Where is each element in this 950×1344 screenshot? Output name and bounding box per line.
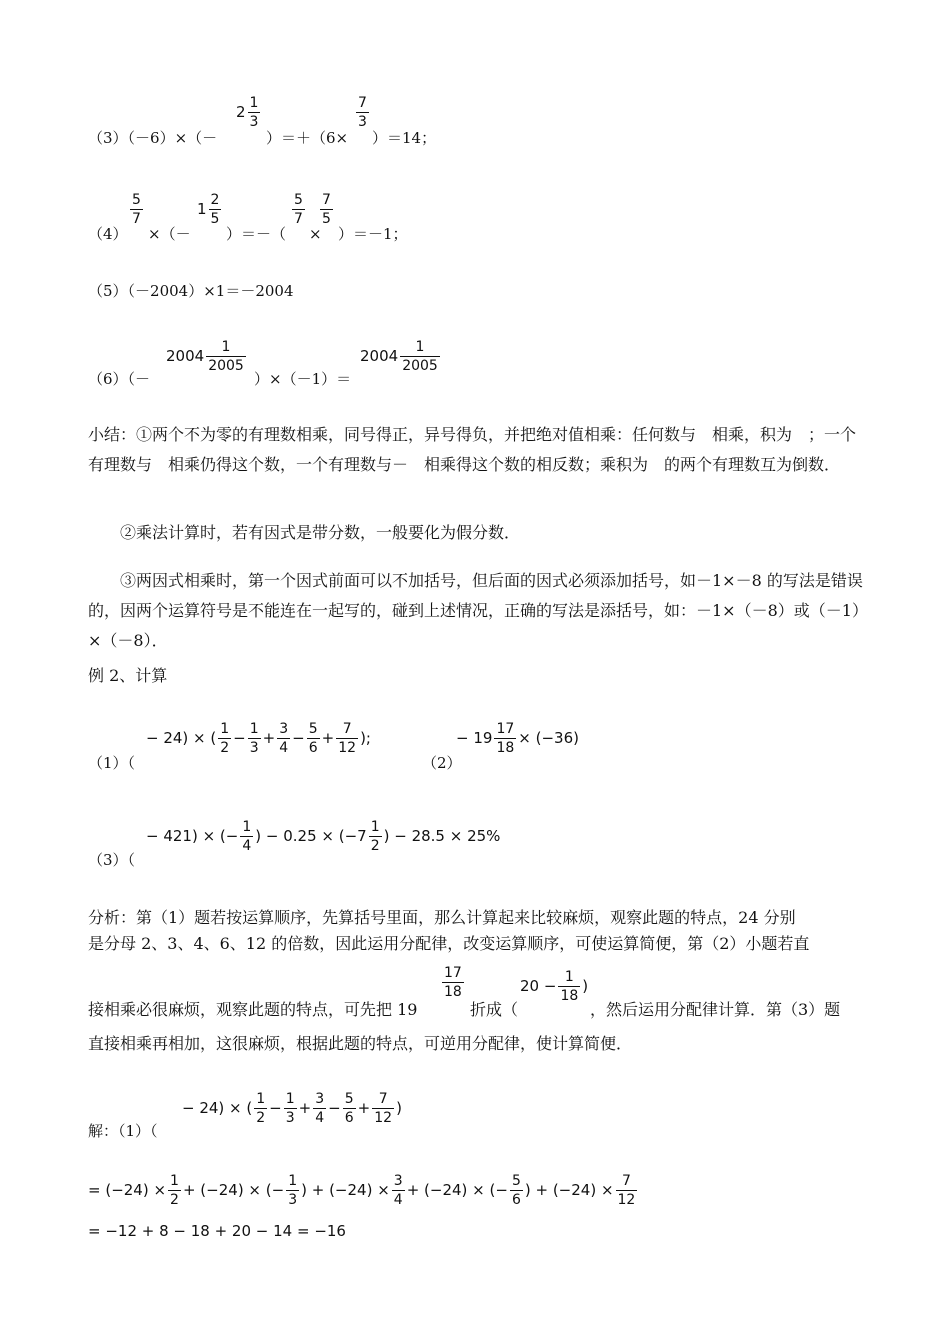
problem-4-result: ）＝－1； (338, 225, 408, 243)
expr-part: ) + (−24) × (524, 1181, 614, 1199)
denominator: 18 (444, 984, 462, 1000)
problem-4-text: ）＝－（ (226, 225, 287, 243)
fraction (206, 340, 246, 373)
summary-paragraph-2 (88, 518, 863, 548)
numerator: 1 (256, 1091, 266, 1107)
fraction (240, 820, 253, 853)
operator: − (269, 1099, 282, 1117)
expr-part: ); (360, 729, 371, 747)
numerator: 1 (288, 1173, 298, 1189)
denominator: 2005 (208, 358, 244, 374)
expr-part: + (−24) × (− (406, 1181, 508, 1199)
fraction (442, 966, 464, 999)
numerator: 5 (511, 1173, 521, 1189)
numerator: 7 (621, 1173, 631, 1189)
problem-3-prefix: （3）（－6）×（－ (88, 129, 218, 147)
problem-4-fraction-2 (290, 193, 307, 226)
label: （2） (422, 754, 462, 772)
summary-text: ②乘法计算时，若有因式是带分数，一般要化为假分数． (120, 523, 521, 542)
operator: − (328, 1099, 341, 1117)
analysis-text: 是分母 2、3、4、6、12 的倍数，因此运用分配律，改变运算顺序，可使运算简便，第（2）小题若直 (88, 934, 810, 953)
fraction (343, 1092, 356, 1125)
denominator: 6 (344, 1110, 354, 1126)
fraction (400, 340, 440, 373)
numerator: 1 (415, 339, 425, 355)
fraction (510, 1174, 523, 1207)
analysis-text: 折成（ (470, 1000, 519, 1019)
fraction (248, 722, 261, 755)
problem-4-fraction-3 (318, 193, 335, 226)
question-1-label (88, 756, 135, 771)
operator: + (262, 729, 276, 747)
problem-3-mixed-number (236, 96, 262, 129)
analysis-line-3-c (590, 1002, 840, 1018)
analysis-line-1 (88, 910, 796, 926)
fraction (320, 193, 333, 226)
fraction (277, 722, 290, 755)
problem-4-text: ×（－ (148, 225, 191, 243)
problem-3-fraction (354, 96, 371, 129)
problem-6-mixed-number (166, 340, 248, 373)
expr-part: = −12 + 8 − 18 + 20 − 14 = −16 (88, 1222, 346, 1240)
fraction (168, 1174, 181, 1207)
denominator: 5 (210, 211, 220, 227)
expr-part: ) (582, 977, 589, 995)
fraction (313, 1092, 326, 1125)
numerator: 1 (370, 819, 380, 835)
denominator: 5 (322, 211, 331, 227)
problem-6-mid: ）×（－1）＝ (254, 370, 352, 388)
fraction (284, 1092, 297, 1125)
fraction (336, 722, 358, 755)
numerator: 3 (279, 721, 289, 737)
solution-label (88, 1124, 158, 1139)
denominator: 3 (249, 740, 259, 756)
operator: + (357, 1099, 371, 1117)
numerator: 1 (285, 1091, 295, 1107)
solution-expression (182, 1092, 402, 1125)
problem-3-mid: ）＝＋（6× (266, 129, 349, 147)
operator: − (292, 729, 305, 747)
fraction (248, 96, 261, 129)
problem-4-times (309, 227, 322, 242)
summary-text: ③两因式相乘时，第一个因式前面可以不加括号，但后面的因式必须添加括号，如－1×－8 的写法是错误的，因两个运算符号是不能连在一起写的，碰到上述情况，正确的写法是添括号，如：－1×（－8）或（－1）×（－8）． (88, 571, 863, 650)
numerator: 7 (322, 192, 331, 208)
denominator: 18 (496, 740, 515, 756)
summary-paragraph-3 (88, 566, 863, 656)
numerator: 1 (249, 721, 259, 737)
example-title (88, 668, 167, 684)
fraction (392, 1174, 405, 1207)
numerator: 1 (564, 969, 574, 985)
fraction (130, 193, 143, 226)
question-3-label (88, 853, 135, 868)
solution-step-2 (88, 1224, 346, 1239)
fraction (616, 1174, 638, 1207)
problem-6-line (88, 372, 150, 387)
fraction (558, 970, 580, 1003)
denominator: 3 (288, 1192, 298, 1208)
numerator: 2 (210, 192, 220, 208)
fraction (254, 1092, 267, 1125)
label: （1）（ (88, 754, 136, 772)
numerator: 5 (132, 192, 141, 208)
denominator: 7 (132, 211, 141, 227)
denominator: 2 (370, 838, 380, 854)
problem-4-mid-2 (226, 227, 286, 242)
expr-part: × (−36) (518, 729, 579, 747)
numerator: 5 (308, 721, 318, 737)
label: （3）（ (88, 851, 136, 869)
problem-6-result (360, 340, 442, 373)
numerator: 7 (342, 721, 352, 737)
denominator: 7 (294, 211, 303, 227)
example-heading: 例 2、计算 (88, 666, 168, 685)
solution-step-1 (88, 1174, 639, 1207)
times-sign: × (309, 225, 322, 243)
analysis-line-4 (88, 1036, 632, 1052)
mixed-whole: 2004 (360, 347, 399, 365)
denominator: 12 (338, 740, 357, 756)
expr-part: ) − 0.25 × (−7 (255, 827, 367, 845)
mixed-whole: 2 (236, 103, 246, 121)
fraction (286, 1174, 299, 1207)
analysis-line-2 (88, 936, 809, 952)
label: 解：（1）（ (88, 1122, 158, 1140)
expr-part: + (−24) × (− (182, 1181, 285, 1199)
numerator: 1 (249, 95, 259, 111)
problem-4-prefix: （4） (88, 225, 128, 243)
fraction (356, 96, 369, 129)
denominator: 2 (256, 1110, 266, 1126)
fraction (369, 820, 382, 853)
fraction (494, 722, 516, 755)
analysis-fraction (440, 966, 466, 999)
problem-4-line (88, 227, 128, 242)
numerator: 1 (221, 339, 231, 355)
problem-3-suffix (372, 131, 436, 146)
fraction (307, 722, 320, 755)
analysis-text: ，然后运用分配律计算．第（3）题 (590, 1000, 841, 1019)
denominator: 4 (242, 838, 252, 854)
question-1-expression (146, 722, 371, 755)
denominator: 3 (249, 114, 259, 130)
expr-part: = (−24) × (88, 1181, 167, 1199)
mixed-whole: 1 (197, 200, 207, 218)
expr-part: 20 − (520, 977, 557, 995)
summary-text: 小结：①两个不为零的有理数相乘，同号得正，异号得负，并把绝对值相乘：任何数与 相乘，积为 ；一个有理数与 相乘仍得这个数，一个有理数与－ 相乘得这个数的相反数；乘积为 的两个有理数互为倒数． (88, 425, 857, 474)
problem-3-middle (266, 131, 348, 146)
expr-part: ) + (−24) × (301, 1181, 390, 1199)
analysis-expression (520, 970, 588, 1003)
analysis-text: 接相乘必很麻烦，观察此题的特点，可先把 19 (88, 1000, 418, 1019)
numerator: 1 (170, 1173, 179, 1189)
problem-4-mid-1 (148, 227, 191, 242)
numerator: 7 (358, 95, 367, 111)
question-2-label (422, 756, 462, 771)
analysis-text: 分析：第（1）题若按运算顺序，先算括号里面，那么计算起来比较麻烦，观察此题的特点，24 分别 (88, 908, 796, 927)
problem-4-suffix (338, 227, 408, 242)
denominator: 3 (358, 114, 367, 130)
denominator: 3 (285, 1110, 295, 1126)
operator: + (321, 729, 335, 747)
numerator: 1 (242, 819, 252, 835)
numerator: 7 (378, 1091, 388, 1107)
fraction (372, 1092, 394, 1125)
expr-part: ) (396, 1099, 402, 1117)
numerator: 17 (444, 965, 462, 981)
numerator: 3 (315, 1091, 325, 1107)
operator: + (298, 1099, 312, 1117)
denominator: 6 (511, 1192, 521, 1208)
numerator: 5 (344, 1091, 354, 1107)
problem-6-middle (254, 372, 351, 387)
expr-part: − 19 (456, 729, 493, 747)
problem-3-line (88, 131, 217, 146)
fraction (209, 193, 222, 226)
fraction (292, 193, 305, 226)
denominator: 2 (220, 740, 230, 756)
numerator: 17 (496, 721, 515, 737)
question-3-expression (146, 820, 500, 853)
numerator: 5 (294, 192, 303, 208)
denominator: 12 (617, 1192, 636, 1208)
analysis-line-3 (88, 1002, 417, 1018)
problem-3-result: ）＝14； (372, 129, 437, 147)
numerator: 1 (220, 721, 230, 737)
denominator: 4 (315, 1110, 325, 1126)
expr-part: ) − 28.5 × 25% (383, 827, 501, 845)
operator: − (233, 729, 246, 747)
summary-paragraph-1 (88, 420, 863, 480)
expr-part: − 24) × ( (146, 729, 217, 747)
expr-part: − 421) × (− (146, 827, 239, 845)
problem-5-text: （5）（－2004）×1＝－2004 (88, 282, 294, 300)
numerator: 3 (393, 1173, 403, 1189)
analysis-line-3-b (470, 1002, 518, 1018)
problem-4-fraction-1 (128, 193, 145, 226)
problem-5-line (88, 284, 294, 299)
denominator: 2005 (402, 358, 438, 374)
problem-6-prefix: （6）（－ (88, 370, 151, 388)
denominator: 4 (393, 1192, 403, 1208)
denominator: 6 (308, 740, 318, 756)
problem-4-mixed-number (197, 193, 223, 226)
denominator: 18 (560, 988, 579, 1004)
fraction (218, 722, 231, 755)
expr-part: − 24) × ( (182, 1099, 253, 1117)
denominator: 4 (279, 740, 289, 756)
denominator: 2 (170, 1192, 179, 1208)
analysis-text: 直接相乘再相加，这很麻烦，根据此题的特点，可逆用分配律，使计算简便． (88, 1034, 633, 1053)
mixed-whole: 2004 (166, 347, 205, 365)
denominator: 12 (374, 1110, 393, 1126)
question-2-expression (456, 722, 579, 755)
